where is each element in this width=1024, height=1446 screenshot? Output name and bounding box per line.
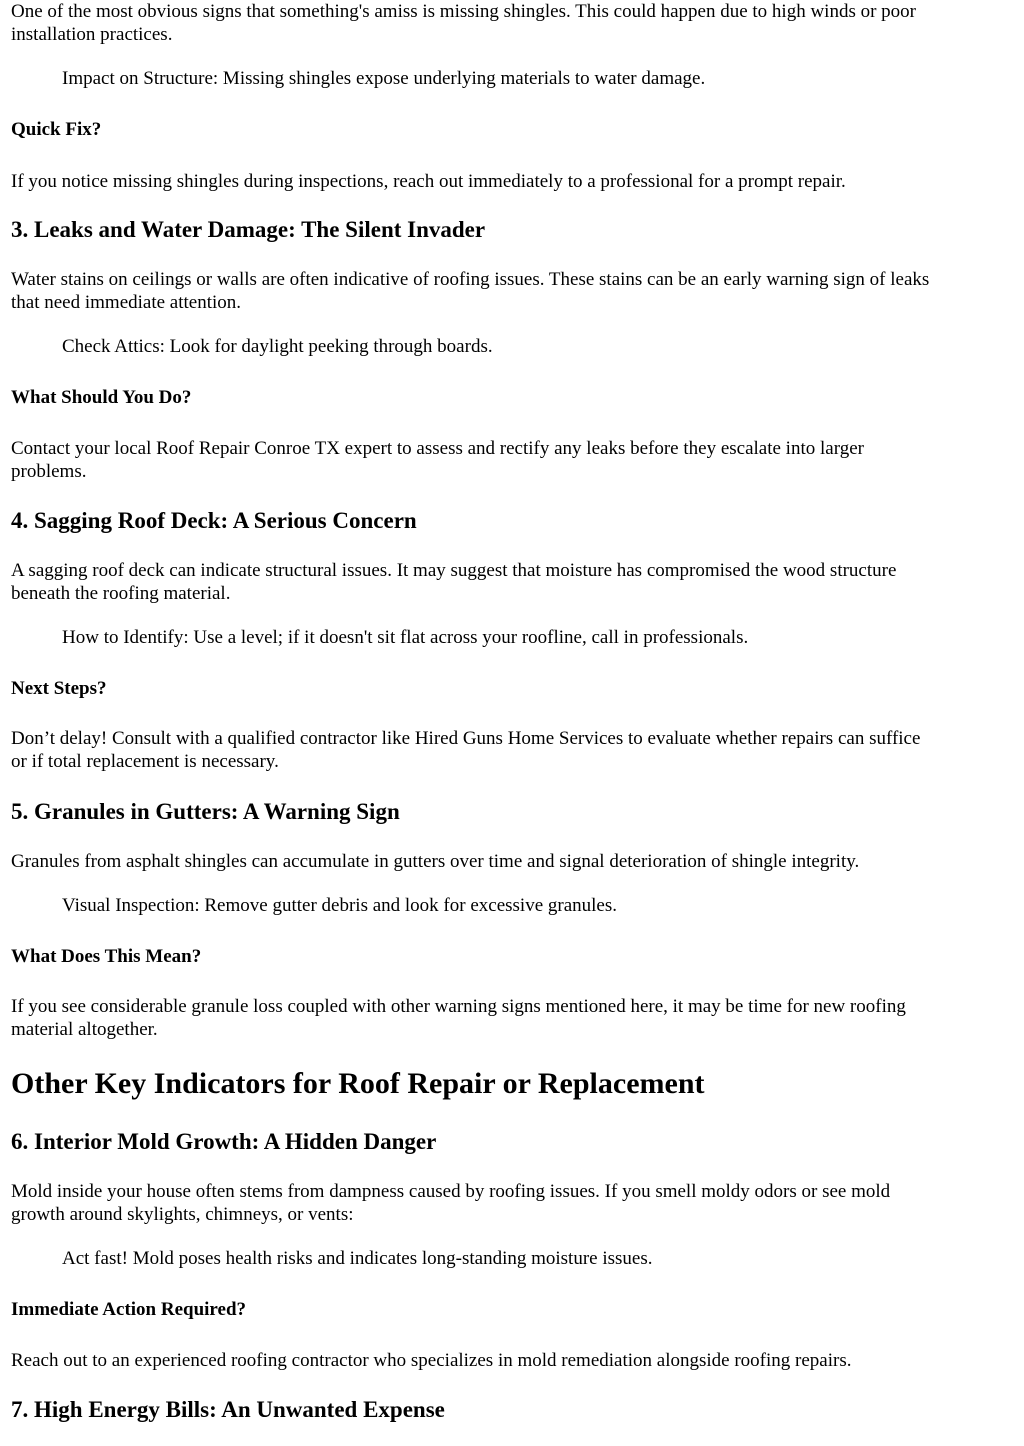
section-5-text-line-2: material altogether.	[11, 1019, 158, 1040]
major-section-heading: Other Key Indicators for Roof Repair or Replacement	[11, 1067, 705, 1100]
section-5-heading: 5. Granules in Gutters: A Warning Sign	[11, 799, 400, 824]
section-4-paragraph-line-1: A sagging roof deck can indicate structural issues. It may suggest that moisture has compromised the wood structure	[11, 560, 897, 581]
section-6-paragraph-line-1: Mold inside your house often stems from dampness caused by roofing issues. If you smell moldy odors or see mold	[11, 1181, 891, 1202]
intro-paragraph-line-2: installation practices.	[11, 24, 173, 45]
section-3-text-line-1: Contact your local Roof Repair Conroe TX expert to assess and rectify any leaks before they escalate into larger	[11, 438, 864, 459]
section-3-paragraph-line-1: Water stains on ceilings or walls are often indicative of roofing issues. These stains can be an early warning sign of leaks	[11, 269, 930, 290]
intro-item: Impact on Structure: Missing shingles expose underlying materials to water damage.	[62, 68, 706, 89]
section-3-subheading: What Should You Do?	[11, 387, 192, 408]
intro-paragraph-line-1: One of the most obvious signs that something's amiss is missing shingles. This could happen due to high winds or poor	[11, 1, 917, 22]
section-3-text-line-2: problems.	[11, 461, 87, 482]
quick-fix-text: If you notice missing shingles during inspections, reach out immediately to a professional for a prompt repair.	[11, 171, 846, 192]
quick-fix-heading: Quick Fix?	[11, 119, 102, 140]
section-5-paragraph-line-1: Granules from asphalt shingles can accumulate in gutters over time and signal deterioration of shingle integrity.	[11, 851, 860, 872]
section-5-item: Visual Inspection: Remove gutter debris and look for excessive granules.	[62, 895, 617, 916]
section-4-heading: 4. Sagging Roof Deck: A Serious Concern	[11, 508, 417, 533]
section-6-subheading: Immediate Action Required?	[11, 1299, 247, 1320]
section-4-text-line-1: Don’t delay! Consult with a qualified contractor like Hired Guns Home Services to evaluate whether repairs can suffice	[11, 728, 921, 749]
section-4-item: How to Identify: Use a level; if it doesn't sit flat across your roofline, call in professionals.	[62, 627, 749, 648]
section-4-text-line-2: or if total replacement is necessary.	[11, 751, 279, 772]
section-3-heading: 3. Leaks and Water Damage: The Silent Invader	[11, 217, 486, 242]
section-3-item: Check Attics: Look for daylight peeking through boards.	[62, 336, 493, 357]
section-6-heading: 6. Interior Mold Growth: A Hidden Danger	[11, 1129, 437, 1154]
section-5-text-line-1: If you see considerable granule loss coupled with other warning signs mentioned here, it may be time for new roofing	[11, 996, 906, 1017]
section-4-paragraph-line-2: beneath the roofing material.	[11, 583, 231, 604]
section-3-paragraph-line-2: that need immediate attention.	[11, 292, 242, 313]
section-6-item: Act fast! Mold poses health risks and indicates long-standing moisture issues.	[62, 1248, 653, 1269]
section-6-text-line-1: Reach out to an experienced roofing contractor who specializes in mold remediation alongside roofing repairs.	[11, 1350, 852, 1371]
section-7-heading: 7. High Energy Bills: An Unwanted Expense	[11, 1397, 445, 1422]
section-6-paragraph-line-2: growth around skylights, chimneys, or vents:	[11, 1204, 354, 1225]
section-5-subheading: What Does This Mean?	[11, 946, 202, 967]
section-4-subheading: Next Steps?	[11, 678, 107, 699]
